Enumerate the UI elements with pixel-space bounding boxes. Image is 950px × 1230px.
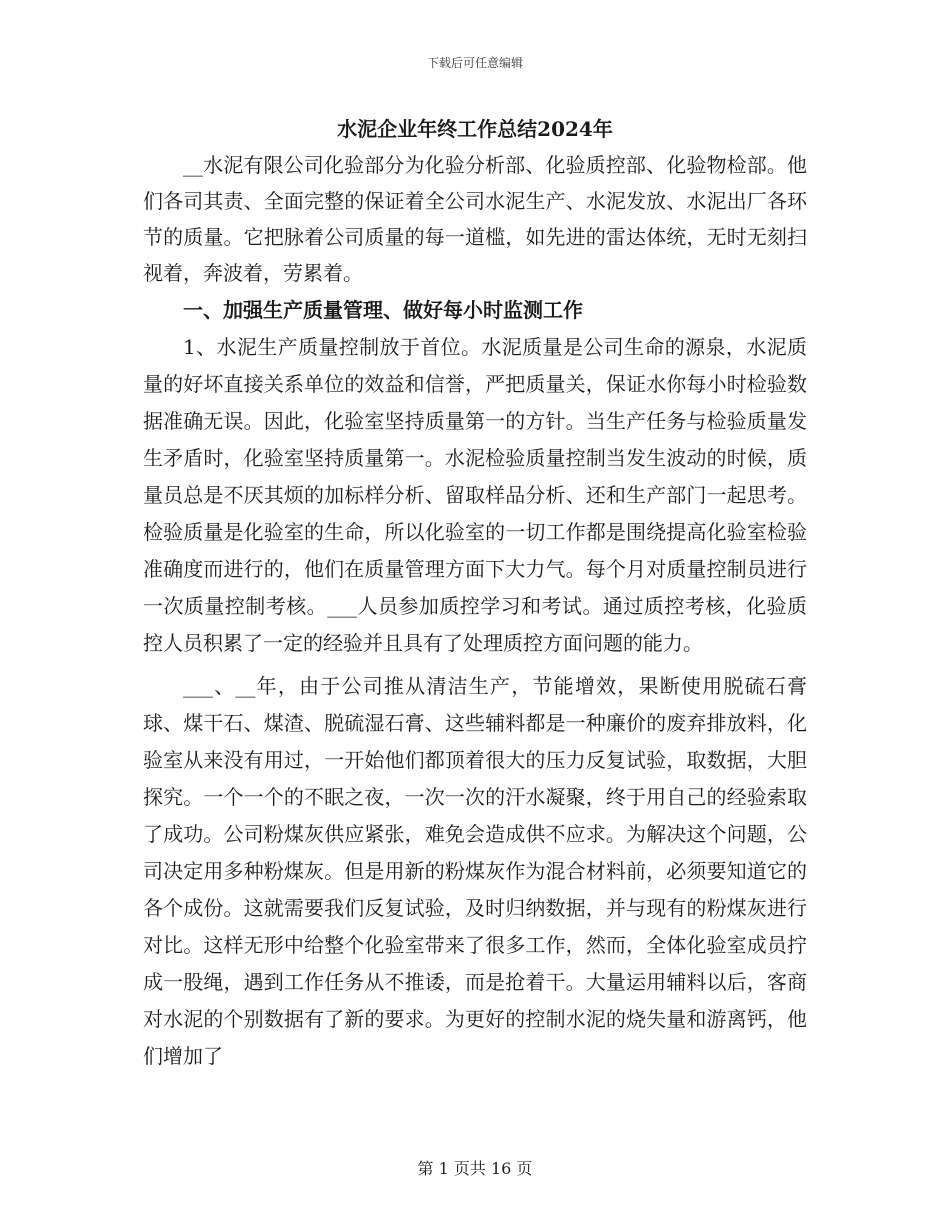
section-heading-1: 一、加强生产质量管理、做好每小时监测工作 [183,298,583,322]
page-number-footer: 第 1 页共 16 页 [417,1159,533,1178]
body-paragraph-1: 1、水泥生产质量控制放于首位。水泥质量是公司生命的源泉，水泥质量的好坏直接关系单位的效益和信誉，严把质量关，保证水你每小时检验数据准确无误。因此，化验室坚持质量第一的方针。当生产任务与检验质量发生矛盾时，化验室坚持质量第一。水泥检验质量控制当发生波动的时候，质量员总是不厌其烦的加标样分析、留取样品分析、还和生产部门一起思考。检验质量是化验室的生命，所以化验室的一切工作都是围绕提高化验室检验准确度而进行的，他们在质量管理方面下大力气。每个月对质量控制员进行一次质量控制考核。___人员参加质控学习和考试。通过质控考核，化验质控人员积累了一定的经验并且具有了处理质控方面问题的能力。 [143,335,807,655]
body-paragraph-2: ___、__年，由于公司推从清洁生产，节能增效，果断使用脱硫石膏球、煤干石、煤渣、脱硫湿石膏、这些辅料都是一种廉价的废弃排放料，化验室从来没有用过，一开始他们都顶着很大的压力反复试验，取数据，大胆探究。一个一个的不眠之夜，一次一次的汗水凝聚，终于用自己的经验索取了成功。公司粉煤灰供应紧张，难免会造成供不应求。为解决这个问题，公司决定用多种粉煤灰。但是用新的粉煤灰作为混合材料前，必须要知道它的各个成份。这就需要我们反复试验，及时归纳数据，并与现有的粉煤灰进行对比。这样无形中给整个化验室带来了很多工作，然而，全体化验室成员拧成一股绳，遇到工作任务从不推诿，而是抢着干。大量运用辅料以后，客商对水泥的个别数据有了新的要求。为更好的控制水泥的烧失量和游离钙，他们增加了 [143,674,807,1068]
document-title: 水泥企业年终工作总结2024年 [337,117,613,141]
page-header-note: 下载后可任意编辑 [426,56,523,70]
document-body [143,113,807,1075]
intro-paragraph: __水泥有限公司化验部分为化验分析部、化验质控部、化验物检部。他们各司其责、全面完整的保证着全公司水泥生产、水泥发放、水泥出厂各环节的质量。它把脉着公司质量的每一道槛，如先进的雷达体统，无时无刻扫视着，奔波着，劳累着。 [143,153,807,285]
